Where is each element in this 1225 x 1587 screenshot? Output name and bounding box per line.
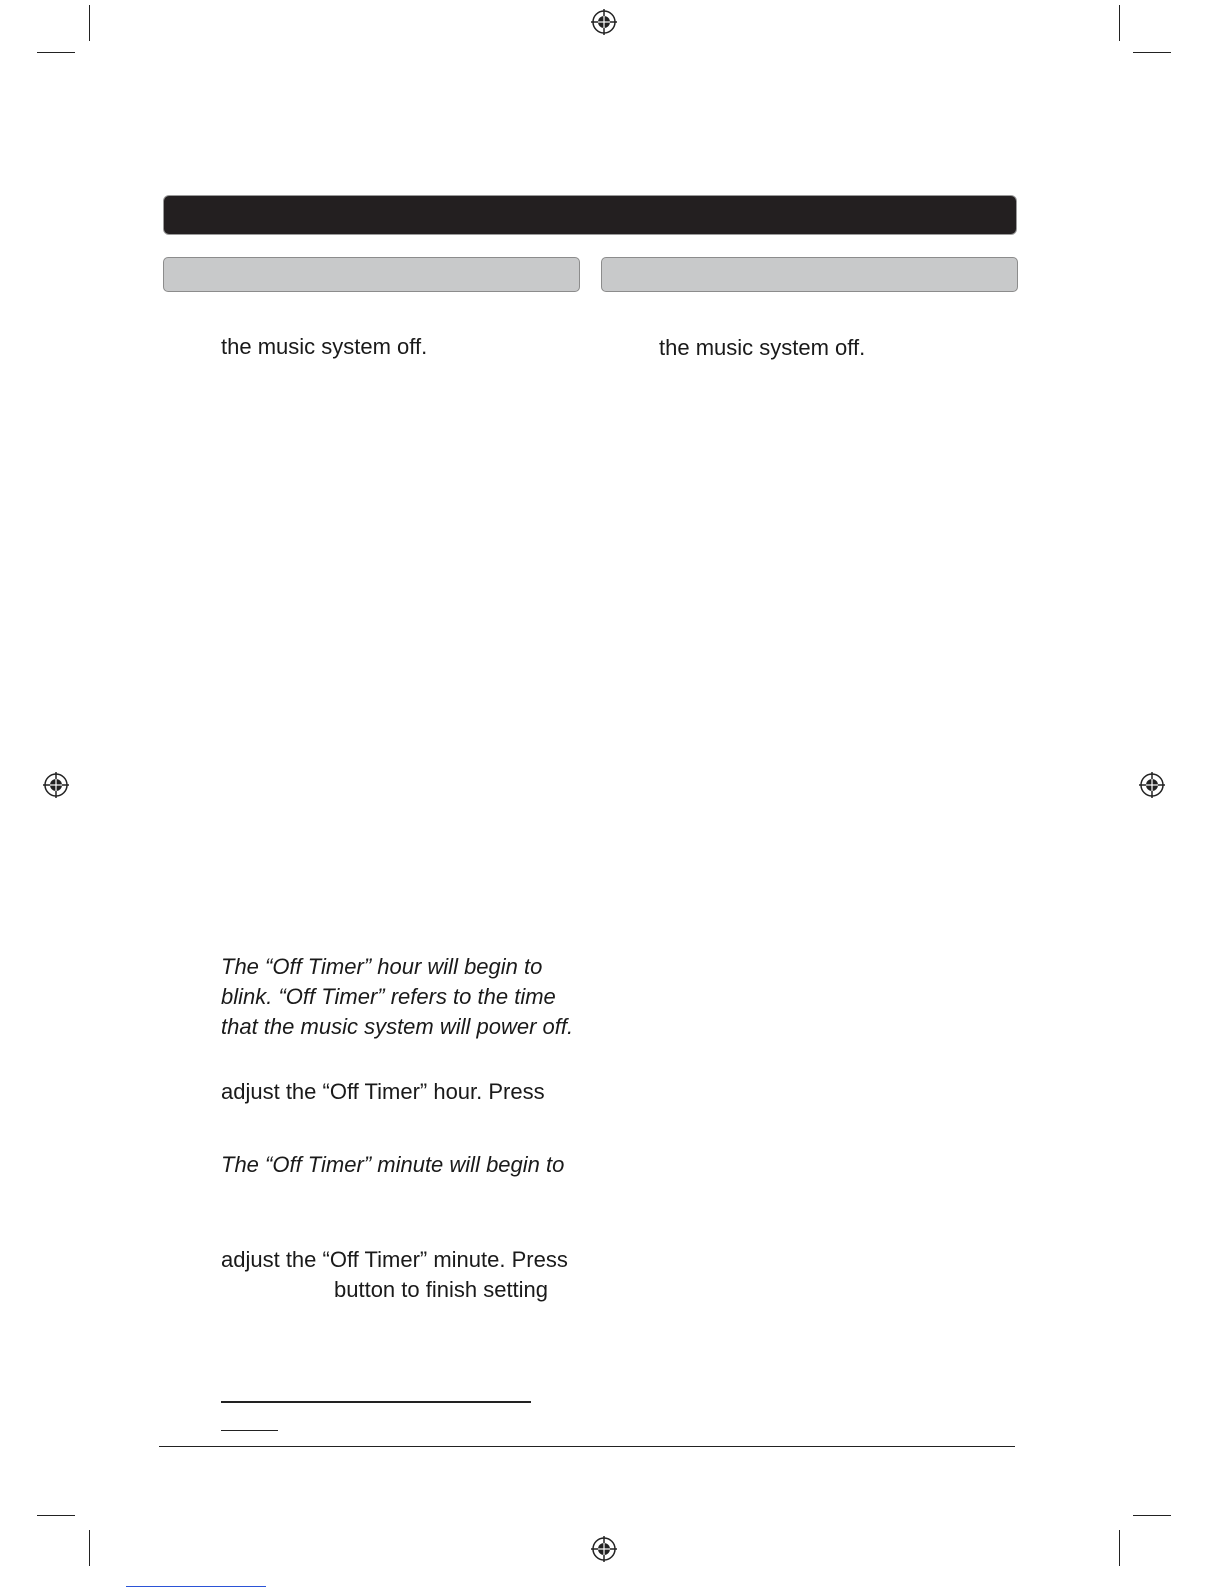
registration-mark-icon [591, 1536, 617, 1562]
left-column-header-bar [163, 257, 580, 292]
adjust-hour-step: adjust the “Off Timer” hour. Press [221, 1079, 545, 1104]
off-timer-hour-note-line-2: blink. “Off Timer” refers to the time [221, 984, 556, 1009]
crop-mark-bottom-left-h [37, 1515, 75, 1516]
crop-mark-top-right [1119, 5, 1120, 41]
footnote-short-rule [221, 1430, 278, 1431]
registration-mark-icon [43, 772, 69, 798]
footnote-rule [221, 1401, 531, 1403]
crop-mark-top-left-h [37, 52, 75, 53]
left-intro-line: the music system off. [221, 334, 428, 359]
off-timer-hour-note-line-1: The “Off Timer” hour will begin to [221, 954, 543, 979]
crop-mark-top-left [89, 5, 90, 41]
crop-mark-top-right-h [1133, 52, 1171, 53]
off-timer-minute-note: The “Off Timer” minute will begin to [221, 1152, 565, 1177]
adjust-minute-step: adjust the “Off Timer” minute. Press [221, 1247, 568, 1272]
crop-mark-bottom-right-h [1133, 1515, 1171, 1516]
section-title-bar [163, 195, 1017, 235]
page-footer-rule [159, 1446, 1015, 1447]
right-intro-line: the music system off. [659, 335, 866, 360]
crop-mark-bottom-left [89, 1530, 90, 1566]
right-column-header-bar [601, 257, 1018, 292]
off-timer-hour-note-line-3: that the music system will power off. [221, 1014, 574, 1039]
registration-mark-icon [1139, 772, 1165, 798]
registration-mark-icon [591, 9, 617, 35]
finish-setting-step: button to finish setting [334, 1277, 549, 1302]
crop-mark-bottom-right [1119, 1530, 1120, 1566]
